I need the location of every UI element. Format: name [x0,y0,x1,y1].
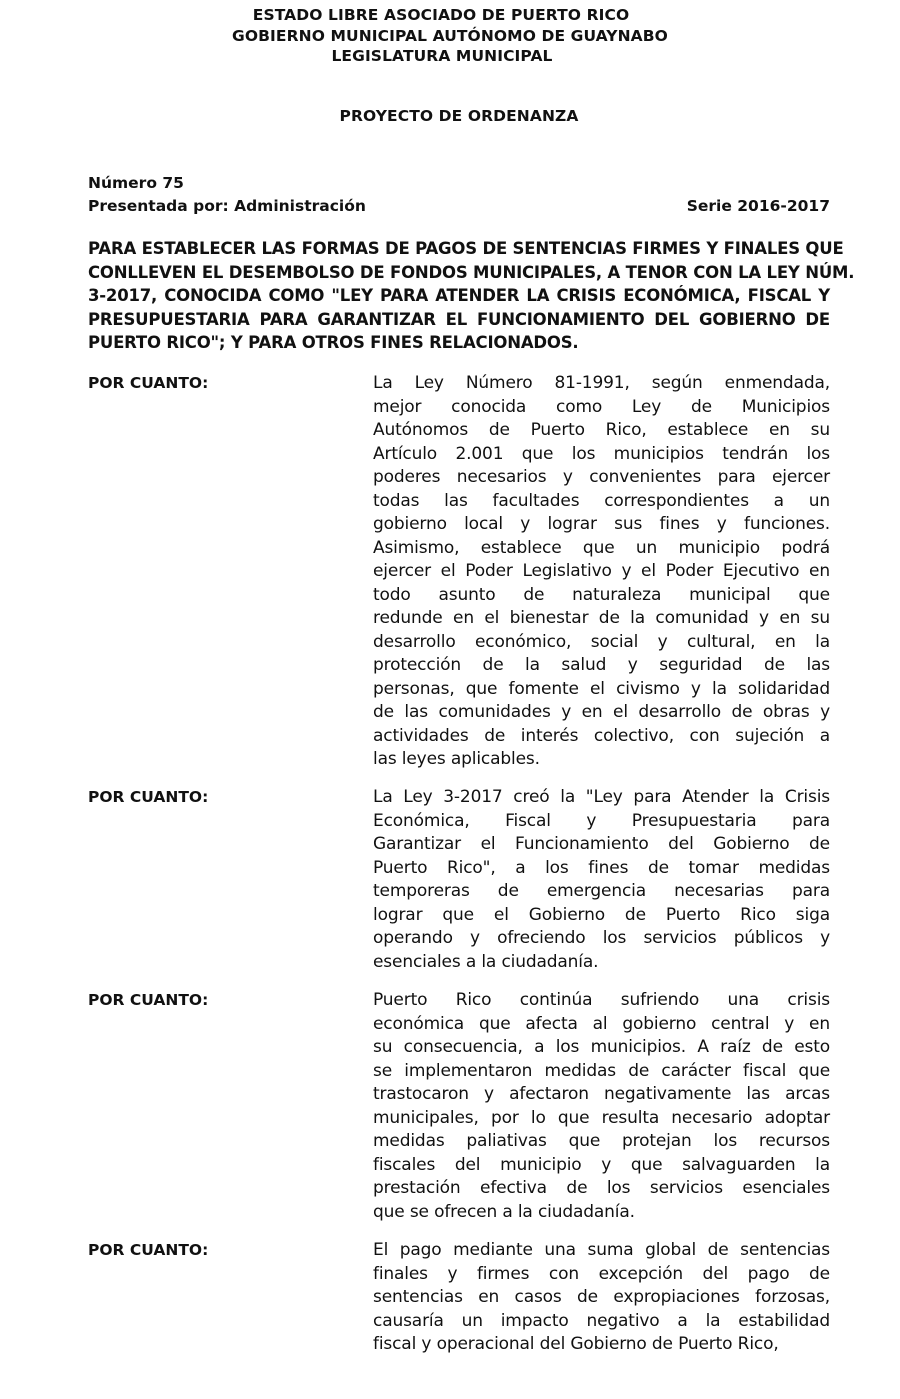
series: Serie 2016-2017 [686,197,830,215]
clause-label: POR CUANTO: [88,1241,209,1259]
clause-line: municipales, por lo que resulta necesario adoptar [373,1107,830,1128]
whereas-clause-4 [88,1239,830,1357]
clause-label: POR CUANTO: [88,991,209,1009]
clause-line: su consecuencia, a los municipios. A raíz de esto [373,1037,830,1057]
title-line: CONLLEVEN EL DESEMBOLSO DE FONDOS MUNICIPALES, A TENOR CON LA LEY NÚM. [88,262,855,282]
clause-line: personas, que fomente el civismo y la solidaridad [373,678,830,699]
document-type-heading [0,107,900,125]
clause-line: temporeras de emergencia necesarias para [373,881,830,901]
header-line-government: GOBIERNO MUNICIPAL AUTÓNOMO DE GUAYNABO [232,26,668,45]
clause-line: esenciales a la ciudadanía. [373,951,599,972]
clause-line: Artículo 2.001 que los municipios tendrán los [373,443,830,464]
clause-body [373,372,830,772]
title-line: 3-2017, CONOCIDA COMO "LEY PARA ATENDER LA CRISIS ECONÓMICA, FISCAL Y [88,286,830,305]
document-type-text: PROYECTO DE ORDENANZA [339,107,579,125]
clause-line: finales y firmes con excepción del pago de [373,1263,830,1284]
clause-line: causaría un impacto negativo a la estabilidad [373,1310,830,1331]
clause-line: El pago mediante una suma global de sentencias [373,1240,830,1260]
clause-line: Asimismo, establece que un municipio podrá [373,537,830,558]
clause-line: todo asunto de naturaleza municipal que [373,584,830,605]
clause-line: las leyes aplicables. [373,749,540,769]
clause-line: económica que afecta al gobierno central y en [373,1013,830,1034]
clause-line: desarrollo económico, social y cultural, en la [373,631,830,652]
document-header [0,5,900,67]
clause-line: sentencias en casos de expropiaciones forzosas, [373,1287,830,1307]
clause-line: se implementaron medidas de carácter fiscal que [373,1060,830,1081]
clause-line: todas las facultades correspondientes a un [373,490,830,511]
clause-line: actividades de interés colectivo, con sujeción a [373,725,830,746]
clause-label: POR CUANTO: [88,788,209,806]
clause-line: La Ley 3-2017 creó la "Ley para Atender la Crisis [373,787,830,807]
clause-line: protección de la salud y seguridad de las [373,655,830,675]
clause-line: Puerto Rico continúa sufriendo una crisis [373,990,830,1010]
whereas-clause-2 [88,786,830,974]
clause-line: medidas paliativas que protejan los recursos [373,1131,830,1151]
header-line-state: ESTADO LIBRE ASOCIADO DE PUERTO RICO [252,6,630,24]
title-line: PARA ESTABLECER LAS FORMAS DE PAGOS DE SENTENCIAS FIRMES Y FINALES QUE [88,239,844,258]
clause-line: operando y ofreciendo los servicios públicos y [373,928,830,948]
clause-line: fiscales del municipio y que salvaguarden la [373,1154,830,1175]
clause-line: Económica, Fiscal y Presupuestaria para [373,810,830,831]
presented-by: Presentada por: Administración [88,197,366,215]
clause-line: redunde en el bienestar de la comunidad y en su [373,608,830,628]
clause-body [373,989,830,1224]
clause-body [373,786,830,974]
clause-line: Autónomos de Puerto Rico, establece en su [373,420,830,440]
title-line: PUERTO RICO"; Y PARA OTROS FINES RELACIONADOS. [88,333,579,352]
clause-line: prestación efectiva de los servicios esenciales [373,1178,830,1198]
ordinance-number: Número 75 [88,174,184,192]
clause-line: gobierno local y lograr sus fines y funciones. [373,514,830,534]
clause-label: POR CUANTO: [88,374,209,392]
title-line: PRESUPUESTARIA PARA GARANTIZAR EL FUNCIONAMIENTO DEL GOBIERNO DE [88,309,830,329]
whereas-clause-1 [88,372,830,772]
clause-line: ejercer el Poder Legislativo y el Poder Ejecutivo en [373,561,830,581]
clause-line: Puerto Rico", a los fines de tomar medidas [373,857,830,878]
ordinance-title [88,237,855,355]
clause-line: La Ley Número 81-1991, según enmendada, [373,373,830,393]
whereas-clause-3 [88,989,830,1224]
clause-line: poderes necesarios y convenientes para ejercer [373,467,830,487]
clause-line: Garantizar el Funcionamiento del Gobierno de [373,834,830,854]
header-line-legislature: LEGISLATURA MUNICIPAL [331,47,553,65]
clause-line: mejor conocida como Ley de Municipios [373,396,830,417]
clause-line: de las comunidades y en el desarrollo de obras y [373,702,830,722]
clause-line: trastocaron y afectaron negativamente las arcas [373,1084,830,1104]
clause-line: que se ofrecen a la ciudadanía. [373,1201,635,1222]
document-meta [88,172,830,218]
clause-body [373,1239,830,1357]
clause-line: fiscal y operacional del Gobierno de Puerto Rico, [373,1334,779,1354]
clause-line: lograr que el Gobierno de Puerto Rico siga [373,904,830,925]
